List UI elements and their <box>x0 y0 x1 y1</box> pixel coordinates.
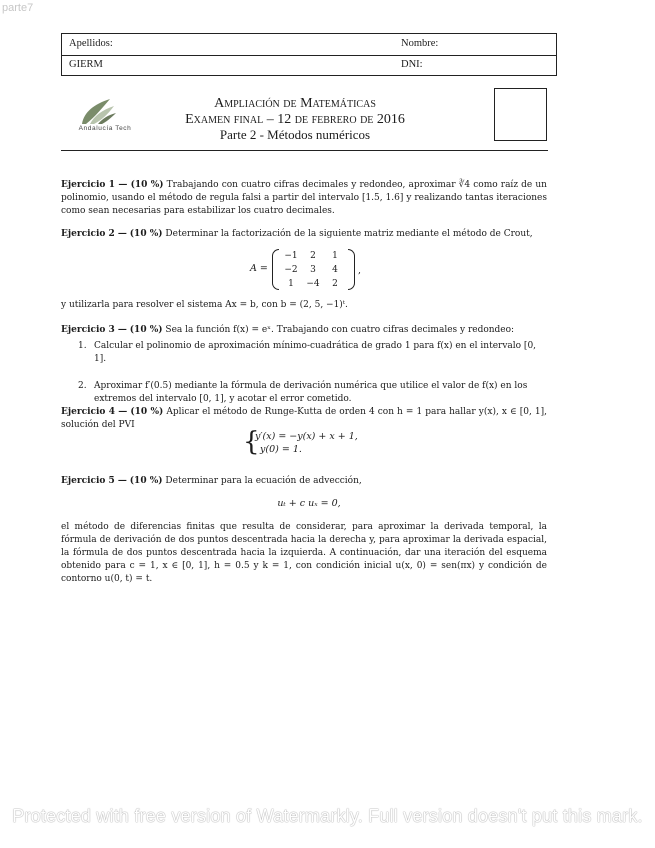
exercise-4-text: Aplicar el método de Runge-Kutta de orden 4 con h = 1 para hallar y(x), x ∈ [0, 1], solución del PVI <box>61 407 547 430</box>
exercise-1-weight: (10 %) <box>130 180 164 190</box>
logo-text: Andalucía Tech <box>78 125 132 132</box>
matrix-cell: −2 <box>284 265 298 275</box>
brace-symbol: { <box>243 427 260 457</box>
leaf-logo-icon <box>64 96 146 126</box>
exam-part-title: Parte 2 - Métodos numéricos <box>219 127 371 142</box>
list-item <box>78 380 548 406</box>
exercise-3-weight: (10 %) <box>129 325 163 335</box>
exercise-3-label: Ejercicio 3 — <box>61 325 127 335</box>
matrix-grid <box>280 250 346 291</box>
exercise-5 <box>61 475 547 488</box>
course-title: Ampliación de Matemáticas <box>214 96 376 111</box>
exercise-5-label: Ejercicio 5 — <box>61 476 127 486</box>
header-divider <box>61 150 548 151</box>
matrix-cell: 4 <box>332 265 338 275</box>
matrix-cell: −1 <box>284 251 298 261</box>
exercise-3-text: Sea la función f(x) = eˣ. Trabajando con cuatro cifras decimales y redondeo: <box>165 325 515 335</box>
matrix-cell: 3 <box>310 265 316 275</box>
exercise-5-weight: (10 %) <box>129 476 163 486</box>
corner-label: parte7 <box>2 2 34 14</box>
list-item-number: 1. <box>78 341 87 351</box>
grade-box <box>494 88 547 141</box>
exercise-1-text: Trabajando con cuatro cifras decimales y redondeo, aproximar ∛4 como raíz de un polinomio, usando el método de regula falsi a partir del intervalo [1.5, 1.6] y realizando tantas iteraciones como sean necesarias para estabilizar los cuatro decimales. <box>61 180 547 216</box>
right-paren <box>348 249 355 290</box>
left-paren <box>272 249 279 290</box>
id-row-degree <box>62 55 556 76</box>
list-item <box>78 340 548 366</box>
exercise-2-text: Determinar la factorización de la siguiente matriz mediante el método de Crout, <box>165 229 533 239</box>
list-item-text: Calcular el polinomio de aproximación mínimo-cuadrática de grado 1 para f(x) en el intervalo [0, 1]. <box>94 341 537 364</box>
exam-date-title: Examen final – 12 de febrero de 2016 <box>185 112 405 127</box>
andalucia-tech-logo <box>64 96 146 136</box>
exercise-1 <box>61 179 547 218</box>
matrix-cell: 2 <box>332 279 338 289</box>
exercise-5-after: el método de diferencias finitas que resulta de considerar, para aproximar la derivada temporal, la fórmula de derivación de dos puntos descentrada hacia la derecha y, para aproximar la derivada espacial, la fórmula de dos puntos descentrada hacia la izquierda. A continuación, dar una iteración del esquema obtenido para c = 1, x ∈ [0, 1], h = 0.5 y k = 1, con condición inicial u(x, 0) = sen(πx) y condición de contorno u(0, t) = t. <box>61 522 547 584</box>
name-field: Nombre: <box>401 38 439 49</box>
matrix-cell: −4 <box>306 279 320 289</box>
exercise-2-label: Ejercicio 2 — <box>61 229 127 239</box>
exercise-1-label: Ejercicio 1 — <box>61 180 128 190</box>
watermark-text: Protected with free version of Watermarkly. Full version doesn't put this mark. <box>12 806 643 826</box>
exercise-2-weight: (10 %) <box>129 229 163 239</box>
exercise-2-after: y utilizarla para resolver el sistema Ax = b, con b = (2, 5, −1)ᵗ. <box>61 300 348 310</box>
list-item-number: 2. <box>78 381 87 391</box>
ivp-equation: y′(x) = −y(x) + x + 1, <box>255 431 358 442</box>
matrix-cell: 1 <box>332 251 338 261</box>
advection-equation: uₜ + c uₓ = 0, <box>277 498 341 509</box>
matrix-cell: 2 <box>310 251 316 261</box>
list-item-text: Aproximar f′(0.5) mediante la fórmula de derivación numérica que utilice el valor de f(x) en los extremos del intervalo [0, 1], y acotar el error cometido. <box>94 381 528 404</box>
exercise-4-weight: (10 %) <box>130 407 164 417</box>
exercise-3-list <box>78 340 548 406</box>
exam-title-block <box>150 96 440 143</box>
exercise-2 <box>61 228 547 241</box>
ivp-system <box>243 429 383 459</box>
degree-field: GIERM <box>69 59 103 70</box>
surname-field: Apellidos: <box>69 38 113 49</box>
exercise-3 <box>61 324 547 337</box>
matrix-A <box>238 247 368 292</box>
matrix-label: A = <box>250 263 268 274</box>
dni-field: DNI: <box>401 59 423 70</box>
matrix-cell: 1 <box>288 279 294 289</box>
ivp-initial-condition: y(0) = 1. <box>260 444 302 455</box>
exercise-4-label: Ejercicio 4 — <box>61 407 128 417</box>
matrix-comma: , <box>358 265 362 276</box>
exercise-5-text: Determinar para la ecuación de advección, <box>165 476 362 486</box>
id-row-names <box>62 34 556 56</box>
student-id-box <box>61 33 557 76</box>
